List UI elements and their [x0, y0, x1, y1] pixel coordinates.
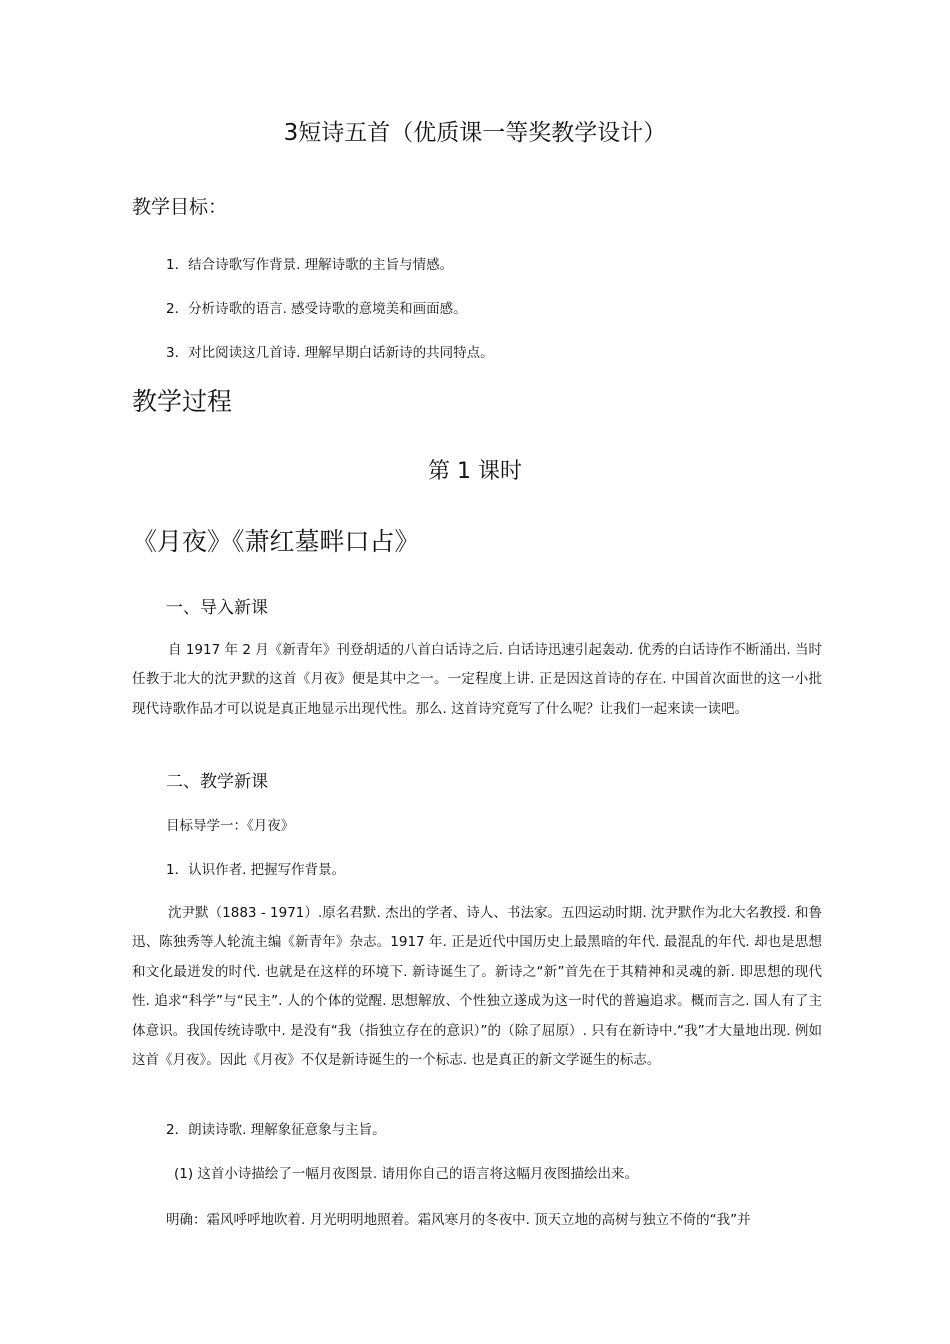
objective-item: 3．对比阅读这几首诗. 理解早期白话新诗的共同特点。 — [166, 345, 494, 361]
author-paragraph: 沈尹默（1883 - 1971）.原名君默. 杰出的学者、诗人、书法家。五四运动时期. 沈尹默作为北大名教授. 和鲁迅、陈独秀等人轮流主编《新青年》杂志。1917 年. 正是近代中国历史上最黑暗的年代. 最混乱的年代. 却也是思想和文化最迸发的时代. 也就是在这样的环境下. 新诗诞生了。新诗之“新”首先在于其精神和灵魂的新. 即思想的现代性. 追求“科学”与“民主”. 人的个体的觉醒. 思想解放、个性独立遂成为这一时代的普遍追求。概而言之. 国人有了主体意识。我国传统诗歌中. 是没有“我（指独立存在的意识）”的（除了屈原）. 只有在新诗中.“我”才大量地出现. 例如这首《月夜》。因此《月夜》不仅是新诗诞生的一个标志. 也是真正的新文学诞生的标志。 — [132, 905, 822, 1069]
objectives-heading: 教学目标： — [132, 196, 228, 218]
objective-item: 2．分析诗歌的语言. 感受诗歌的意境美和画面感。 — [166, 301, 467, 317]
intro-paragraph: 自 1917 年 2 月《新青年》刊登胡适的八首白话诗之后. 白话诗迅速引起轰动. 优秀的白话诗作不断涌出. 当时任教于北大的沈尹默的这首《月夜》便是其中之一。一定程度上讲. 正是因这首诗的存在. 中国首次面世的这一小批现代诗歌作品才可以说是真正地显示出现代性。那么. 这首诗究竟写了什么呢？让我们一起来读一读吧。 — [132, 642, 822, 717]
process-heading: 教学过程 — [132, 387, 233, 416]
poems-heading: 《月夜》《萧红墓畔口占》 — [132, 527, 420, 556]
document-title: 3短诗五首（优质课一等奖教学设计） — [283, 120, 667, 146]
step-1: 1．认识作者. 把握写作背景。 — [166, 862, 346, 878]
section-heading-teaching: 二、教学新课 — [166, 772, 268, 792]
question-1: (1) 这首小诗描绘了一幅月夜图景. 请用你自己的语言将这幅月夜图描绘出来。 — [174, 1166, 638, 1182]
lesson-heading: 第 1 课时 — [428, 459, 522, 484]
step-2: 2．朗读诗歌. 理解象征意象与主旨。 — [166, 1122, 386, 1138]
section-heading-intro: 一、导入新课 — [166, 598, 268, 618]
goal-label: 目标导学一：《月夜》 — [166, 818, 295, 834]
objective-item: 1．结合诗歌写作背景. 理解诗歌的主旨与情感。 — [166, 257, 454, 273]
answer-1: 明确：霜风呼呼地吹着. 月光明明地照着。霜风寒月的冬夜中. 顶天立地的高树与独立不倚的“我”并 — [166, 1212, 751, 1228]
